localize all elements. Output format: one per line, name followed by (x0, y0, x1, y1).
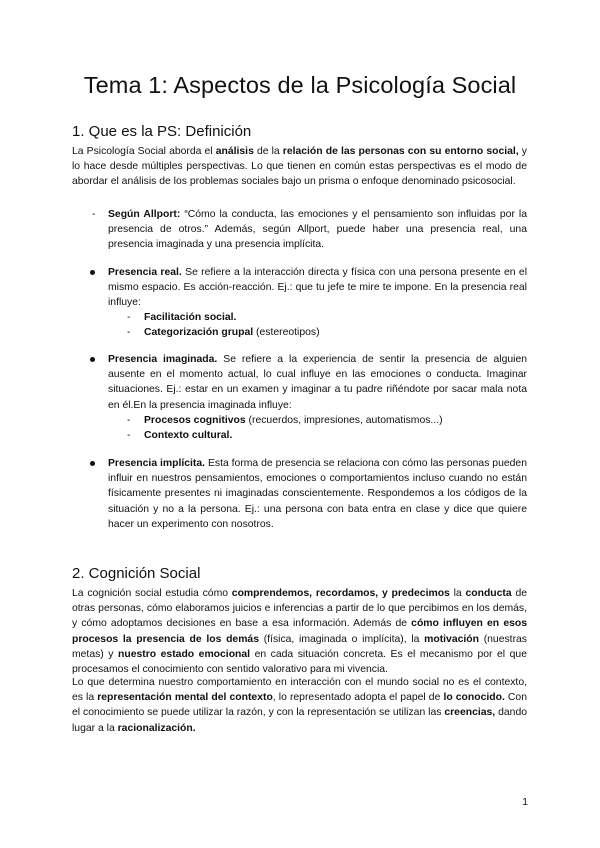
sub-item-procesos: Procesos cognitivos (recuerdos, impresiones, automatismos...) (144, 415, 443, 426)
presencia-imaginada: Presencia imaginada. Se refiere a la experiencia de sentir la presencia de alguien ausente en el momento actual, lo cual influye en las emociones o conducta. Imaginar situaciones. Ej.: estar en un examen y imaginar a tu padre riñéndote por sacar mala nota en él.En la presencia imaginada influye: (108, 354, 527, 411)
section-1-heading: 1. Que es la PS: Definición (72, 123, 252, 140)
dash-marker: - (92, 209, 96, 220)
allport-definition: Según Allport: “Cómo la conducta, las emociones y el pensamiento son influidas por la presencia de otros.” Además, según Allport, puede haber una presencia real, una presencia imaginada y una presencia implícita. (108, 209, 527, 251)
dash-marker: - (127, 415, 131, 426)
sub-item-contexto: Contexto cultural. (144, 430, 233, 441)
bullet-icon (90, 461, 95, 466)
section-2-para-2: Lo que determina nuestro comportamiento en interacción con el mundo social no es el contexto, es la representación mental del contexto, lo representado adopta el papel de lo conocido. Con el conocimiento se puede utilizar la razón, y con la representación se utilizan las creencias, dando lugar a la racionalización. (72, 677, 527, 734)
section-2-para-1: La cognición social estudia cómo comprendemos, recordamos, y predecimos la conducta de otras personas, cómo elaboramos juicios e inferencias a partir de lo que percibimos en los demás, y cómo adoptamos decisiones en base a esa información. Además de cómo influyen en esos procesos la presencia de los demás (física, imaginada o implícita), la motivación (nuestras metas) y nuestro estado emocional en cada situación concreta. Es el mecanismo por el que procesamos el conocimiento con sentido valorativo para mi vivencia. (72, 588, 528, 676)
document-title: Tema 1: Aspectos de la Psicología Social (83, 72, 517, 98)
section-2-heading: 2. Cognición Social (72, 565, 201, 582)
bullet-icon (90, 357, 95, 362)
dash-marker: - (127, 327, 131, 338)
section-1-intro: La Psicología Social aborda el análisis de la relación de las personas con su entorno social, y lo hace desde múltiples perspectivas. Lo que tienen en común estas perspectivas es el modo de abordar el análisis de los problemas sociales bajo un prisma o enfoque denominado psicosocial. (72, 146, 527, 188)
sub-item-facilitacion: Facilitación social. (144, 312, 237, 323)
bullet-icon (90, 270, 95, 275)
presencia-implicita: Presencia implícita. Esta forma de presencia se relaciona con cómo las personas pueden influir en nuestros pensamientos, emociones o comportamientos incluso cuando no están físicamente presentes ni imaginadas conscientemente. Respondemos a los códigos de la situación y no a la persona. Ej.: una persona con bata entra en clase y dice que quiere hacer un experimento con nosotros. (108, 458, 527, 530)
presencia-real: Presencia real. Se refiere a la interacción directa y física con una persona presente en el mismo espacio. Es acción-reacción. Ej.: que tu jefe te mire te impone. En la presencia real influye: (108, 267, 527, 309)
sub-item-categorizacion: Categorización grupal (estereotipos) (144, 327, 320, 338)
page-number: 1 (522, 797, 528, 808)
dash-marker: - (127, 312, 131, 323)
dash-marker: - (127, 430, 131, 441)
